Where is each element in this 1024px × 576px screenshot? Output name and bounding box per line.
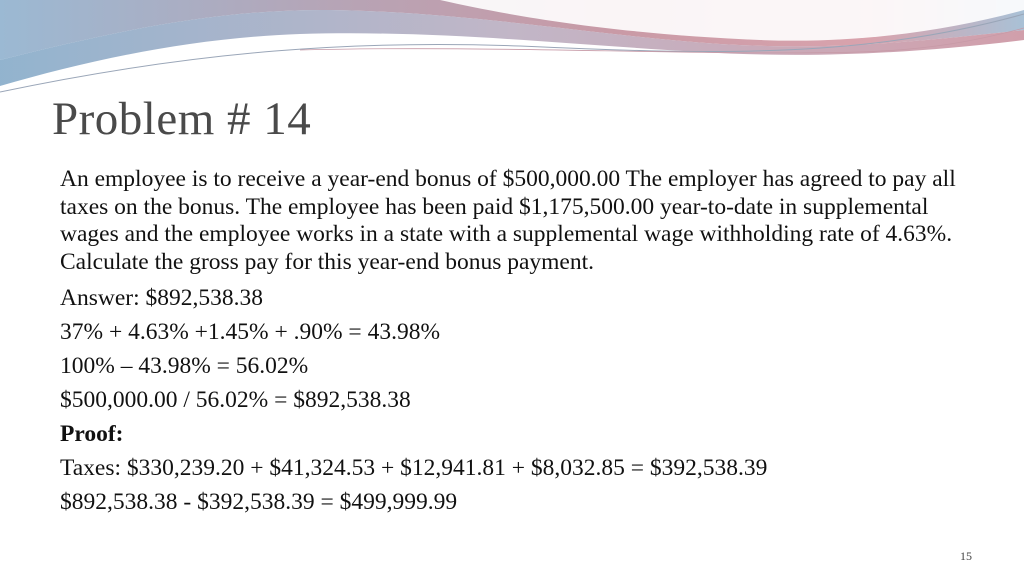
slide-title: Problem # 14: [52, 93, 312, 145]
proof-label: Proof:: [60, 421, 124, 447]
check-line: $892,538.38 - $392,538.39 = $499,999.99: [60, 489, 458, 515]
calculation-line-3: $500,000.00 / 56.02% = $892,538.38: [60, 387, 411, 413]
problem-statement: An employee is to receive a year-end bonus of $500,000.00 The employer has agreed to pay all taxes on the bonus. The employee has been paid $1,175,500.00 year-to-date in supplemental wages and the employee works in a state with a supplemental wage withholding rate of 4.63%. Calculate the gross pay for this year-end bonus payment.: [60, 166, 956, 275]
page-number: 15: [960, 549, 972, 563]
calculation-line-2: 100% – 43.98% = 56.02%: [60, 353, 309, 379]
header-wave-decoration: [0, 0, 1024, 100]
slide-content: [60, 166, 980, 519]
calculation-line-1: 37% + 4.63% +1.45% + .90% = 43.98%: [60, 319, 441, 345]
answer-line: Answer: $892,538.38: [60, 285, 263, 311]
taxes-line: Taxes: $330,239.20 + $41,324.53 + $12,941.81 + $8,032.85 = $392,538.39: [60, 455, 768, 481]
